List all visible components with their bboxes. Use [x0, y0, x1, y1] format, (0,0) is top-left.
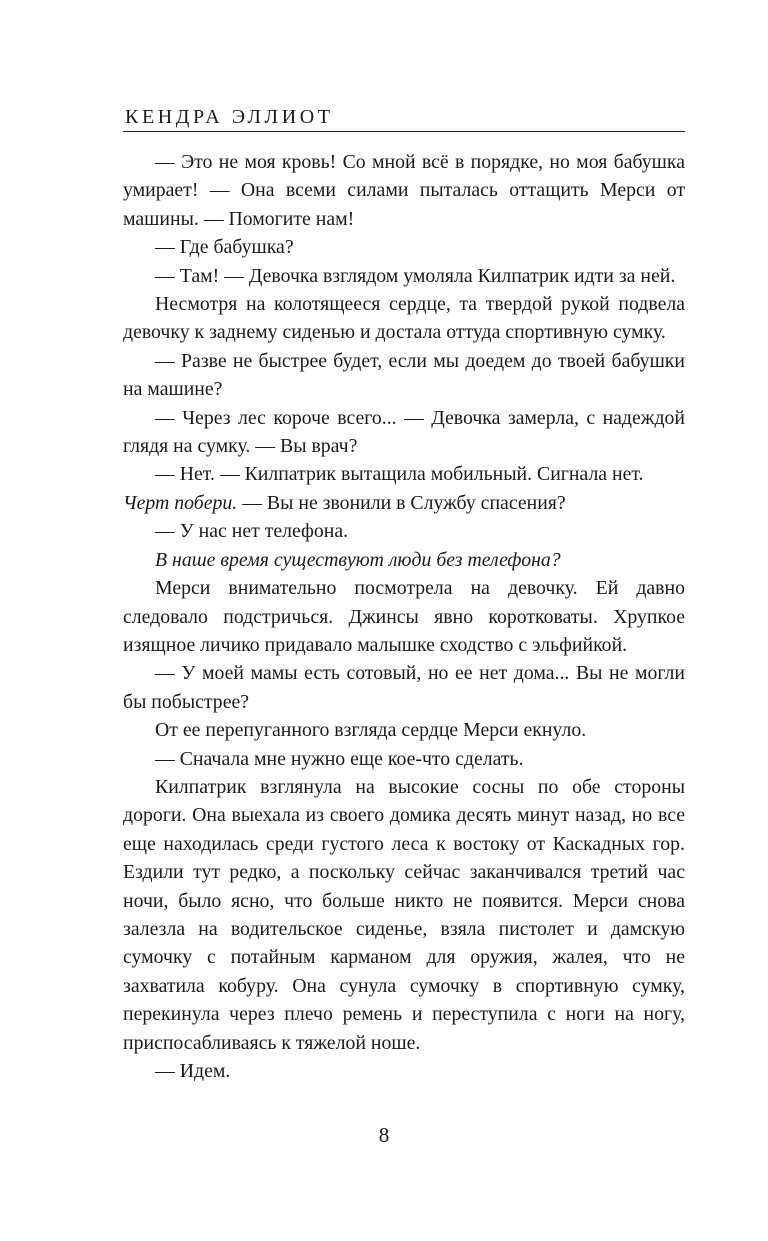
paragraph: — У моей мамы есть сотовый, но ее нет дома... Вы не могли бы побыстрее?: [123, 662, 685, 713]
page-number: 8: [378, 1123, 390, 1147]
paragraph: Килпатрик взглянула на высокие сосны по обе стороны дороги. Она выехала из своего домика десять минут назад, но все еще находилась среди густого леса к востоку от Каскадных гор. Ездили тут редко, а поскольку сейчас заканчивался третий час ночи, было ясно, что больше никто не появится. Мерси снова залезла на водительское сиденье, взяла пистолет и дамскую сумочку с потайным карманом для оружия, жалея, что не захватила кобуру. Она сунула сумочку в спортивную сумку, перекинула через плечо ремень и переступила с ноги на ногу, приспосабливаясь к тяжелой ноше.: [123, 775, 685, 1054]
paragraph: — Идем.: [155, 1060, 231, 1082]
body-text: [123, 148, 685, 1085]
paragraph: [123, 546, 685, 574]
paragraph: — Через лес короче всего... — Девочка замерла, с надеждой глядя на сумку. — Вы врач?: [123, 406, 685, 458]
italic-thought: Черт побери.: [123, 491, 238, 514]
italic-thought: В наше время существуют люди без телефона?: [155, 548, 561, 571]
running-head: КЕНДРА ЭЛЛИОТ: [125, 106, 334, 128]
paragraph: — Сначала мне нужно еще кое-что сделать.: [155, 747, 524, 770]
paragraph: От ее перепуганного взгляда сердце Мерси екнуло.: [155, 719, 587, 742]
paragraph: — Нет. — Килпатрик вытащила мобильный. Сигнала нет. Черт побери. — Вы не звонили в Службу спасения?: [123, 463, 644, 514]
paragraph: Несмотря на колотящееся сердце, та твердой рукой подвела девочку к заднему сиденью и достала оттуда спортивную сумку.: [123, 293, 685, 344]
paragraph: — Там! — Девочка взглядом умоляла Килпатрик идти за ней.: [155, 264, 676, 287]
header-rule: [123, 131, 685, 132]
paragraph: — У нас нет телефона.: [155, 520, 349, 543]
paragraph: — Разве не быстрее будет, если мы доедем до твоей бабушки на машине?: [123, 349, 685, 401]
paragraph: — Где бабушка?: [155, 236, 294, 259]
page: [123, 103, 685, 1085]
paragraph: Мерси внимательно посмотрела на девочку. Ей давно следовало подстричься. Джинсы явно коротковаты. Хрупкое изящное личико придавало малышке сходство с эльфийкой.: [123, 577, 685, 656]
paragraph: — Это не моя кровь! Со мной всё в порядке, но моя бабушка умирает! — Она всеми силами пыталась оттащить Мерси от машины. — Помогите нам!: [123, 151, 685, 230]
